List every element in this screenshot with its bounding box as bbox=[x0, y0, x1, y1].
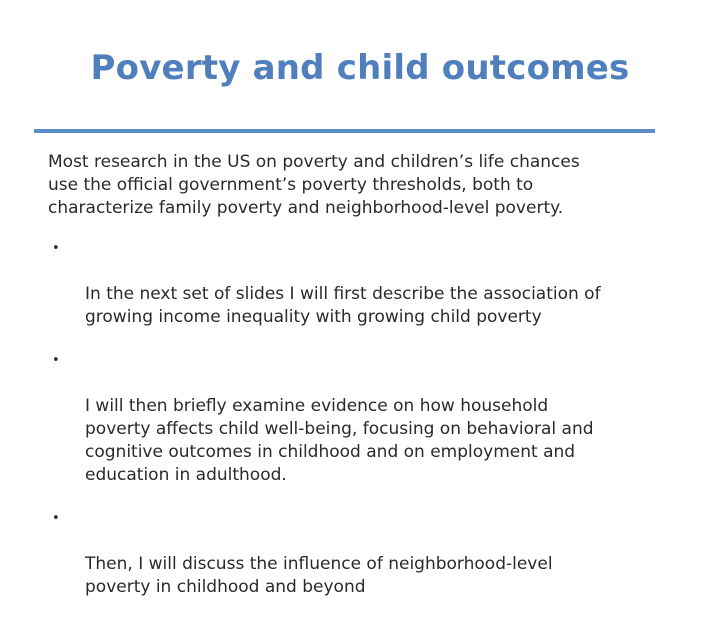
bullet-text: I will then briefly examine evidence on how household poverty affects child well-being, focusing on behavioral and cognitive outcomes in childhood and on employment and education in adulthood. bbox=[85, 396, 594, 485]
bullet-text: Then, I will discuss the influence of neighborhood-level poverty in childhood and beyond bbox=[85, 554, 553, 597]
bullet-item bbox=[48, 507, 688, 599]
slide-title: Poverty and child outcomes bbox=[90, 48, 630, 88]
bullet-list bbox=[48, 237, 688, 619]
title-divider bbox=[34, 129, 655, 133]
bullet-text: In the next set of slides I will first describe the association of growing income inequality with growing child poverty bbox=[85, 284, 601, 327]
bullet-icon: • bbox=[52, 241, 60, 256]
intro-paragraph: Most research in the US on poverty and children’s life chances use the official government’s poverty thresholds, both to characterize family poverty and neighborhood-level poverty. bbox=[48, 152, 580, 218]
bullet-item bbox=[48, 237, 688, 329]
bullet-icon: • bbox=[52, 511, 60, 526]
bullet-icon: • bbox=[52, 353, 60, 368]
bullet-item bbox=[48, 349, 688, 487]
